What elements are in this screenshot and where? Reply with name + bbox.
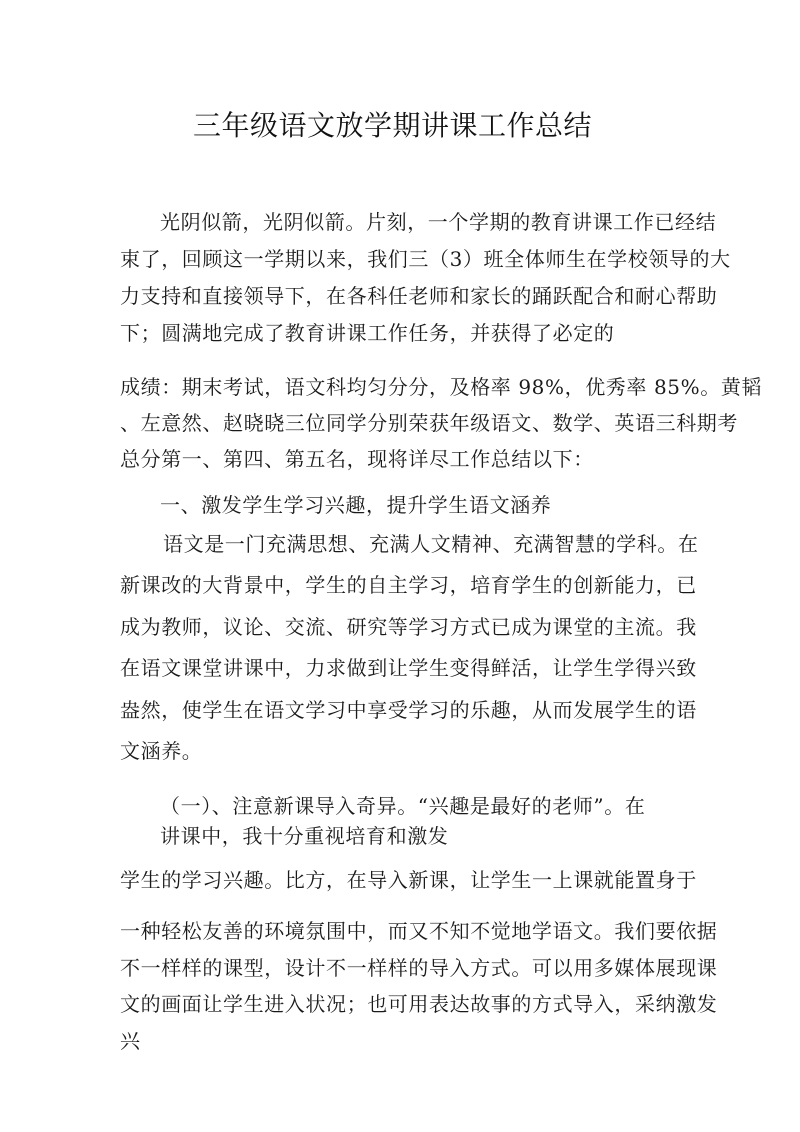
- paragraph-line: 成绩：期末考试，语文科均匀分分，及格率 98%，优秀率 85%。黄韬: [120, 375, 763, 399]
- paragraph-line: 讲课中，我十分重视培育和激发: [160, 824, 449, 848]
- paragraph-line: 盎然，使学生在语文学习中享受学习的乐趣，从而发展学生的语: [120, 698, 697, 722]
- page-title: 三年级语文放学期讲课工作总结: [193, 109, 593, 142]
- section-heading: 一、激发学生学习兴趣，提升学生语文涵养: [160, 493, 552, 517]
- paragraph-line: 文涵养。: [120, 739, 203, 763]
- paragraph-line: 成为教师，议论、交流、研究等学习方式已成为课堂的主流。我: [120, 615, 697, 639]
- paragraph-line: 文的画面让学生进入状况；也可用表达故事的方式导入，采纳激发: [120, 992, 718, 1016]
- paragraph-line: 新课改的大背景中，学生的自主学习，培育学生的创新能力，已: [120, 573, 697, 597]
- paragraph-line: 光阴似箭，光阴似箭。片刻，一个学期的教育讲课工作已经结: [160, 210, 717, 234]
- subsection-heading: （一）、注意新课导入奇异。“兴趣是最好的老师”。在: [160, 794, 646, 818]
- paragraph-line: 一种轻松友善的环境氛围中，而又不知不觉地学语文。我们要依据: [120, 919, 718, 943]
- paragraph-line: 兴: [120, 1029, 141, 1053]
- paragraph-line: 总分第一、第四、第五名，现将详尽工作总结以下：: [120, 447, 594, 471]
- paragraph-line: 束了，回顾这一学期以来，我们三（3）班全体师生在学校领导的大: [120, 247, 731, 271]
- paragraph-line: 学生的学习兴趣。比方，在导入新课，让学生一上课就能置身于: [120, 868, 697, 892]
- paragraph-line: 不一样样的课型，设计不一样样的导入方式。可以用多媒体展现课: [120, 956, 718, 980]
- paragraph-line: 下；圆满地完成了教育讲课工作任务，并获得了必定的: [120, 321, 615, 345]
- paragraph-line: 、左意然、赵晓晓三位同学分别荣获年级语文、数学、英语三科期考: [120, 411, 738, 435]
- paragraph-line: 在语文课堂讲课中，力求做到让学生变得鲜活，让学生学得兴致: [120, 656, 697, 680]
- paragraph-line: 语文是一门充满思想、充满人文精神、充满智慧的学科。在: [163, 532, 699, 556]
- paragraph-line: 力支持和直接领导下，在各科任老师和家长的踊跃配合和耐心帮助: [120, 284, 718, 308]
